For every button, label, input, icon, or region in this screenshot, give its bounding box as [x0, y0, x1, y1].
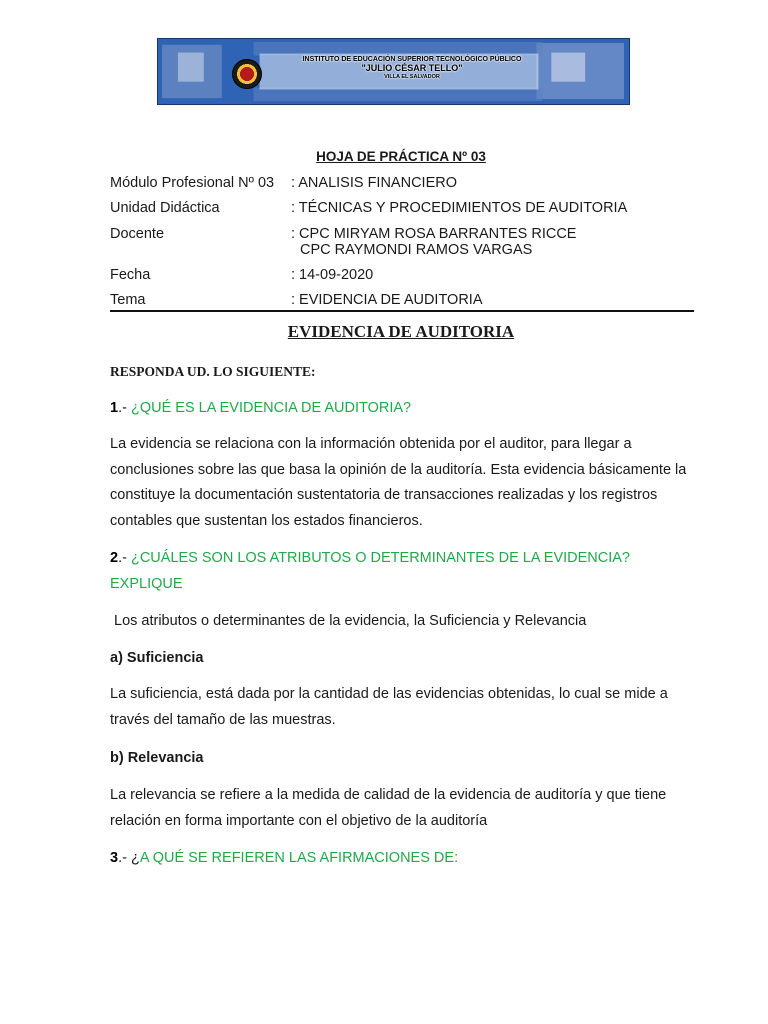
- info-label: Unidad Didáctica: [110, 200, 220, 216]
- question-separator: .-: [118, 400, 131, 416]
- question-number: 2: [110, 550, 119, 566]
- institute-seal-logo: [232, 59, 262, 89]
- main-title: EVIDENCIA DE AUDITORIA: [287, 322, 515, 341]
- question-number: 1: [110, 400, 119, 416]
- header-divider: [110, 310, 694, 312]
- info-value: : TÉCNICAS Y PROCEDIMIENTOS DE AUDITORIA: [291, 200, 628, 216]
- question-text: A QUÉ SE REFIEREN LAS AFIRMACIONES DE:: [139, 850, 459, 866]
- info-value: : EVIDENCIA DE AUDITORIA: [291, 292, 483, 308]
- banner-institute-name: INSTITUTO DE EDUCACIÓN SUPERIOR TECNOLÓGICO PÚBLICO: [302, 56, 522, 63]
- info-value: : CPC MIRYAM ROSA BARRANTES RICCE: [291, 226, 577, 242]
- info-value: : ANALISIS FINANCIERO: [291, 175, 457, 191]
- question-number: 3: [110, 850, 119, 866]
- info-label: Docente: [110, 226, 165, 242]
- question-3: [110, 845, 700, 871]
- info-label: Tema: [110, 292, 146, 308]
- subheading-suficiencia: a) Suficiencia: [110, 650, 204, 666]
- question-separator: .-: [118, 550, 131, 566]
- answer-1: La evidencia se relaciona con la información obtenida por el auditor, para llegar a conclusiones sobre las que basa la opinión de la auditoría. Esta evidencia básicamente la constituye la documentación sustentatoria de transacciones realizadas y los registros contables que sustentan los estados financieros.: [110, 436, 687, 529]
- banner-caption: [262, 56, 562, 80]
- instruction-heading: RESPONDA UD. LO SIGUIENTE:: [110, 364, 316, 379]
- info-value: : 14-09-2020: [291, 267, 374, 283]
- info-value-second: CPC RAYMONDI RAMOS VARGAS: [300, 242, 533, 258]
- subheading-relevancia: b) Relevancia: [110, 750, 204, 766]
- answer-relevancia: La relevancia se refiere a la medida de calidad de la evidencia de auditoría y que tiene relación en forma importante con el objetivo de la auditoría: [110, 787, 667, 829]
- institute-banner: [157, 38, 630, 105]
- banner-college-name: "JULIO CÉSAR TELLO": [361, 62, 463, 73]
- question-text: ¿QUÉ ES LA EVIDENCIA DE AUDITORIA?: [130, 400, 412, 416]
- answer-suficiencia: La suficiencia, está dada por la cantidad de las evidencias obtenidas, lo cual se mide a través del tamaño de las muestras.: [110, 686, 668, 728]
- info-label: Fecha: [110, 267, 151, 283]
- question-1: [110, 395, 700, 421]
- practice-sheet-title: HOJA DE PRÁCTICA Nº 03: [316, 149, 486, 164]
- question-separator: .- ¿: [118, 850, 140, 866]
- question-text: ¿CUÁLES SON LOS ATRIBUTOS O DETERMINANTES DE LA EVIDENCIA? EXPLIQUE: [110, 550, 630, 592]
- question-2: [110, 545, 700, 597]
- answer-2-intro: Los atributos o determinantes de la evidencia, la Suficiencia y Relevancia: [114, 613, 587, 629]
- info-label: Módulo Profesional Nº 03: [110, 175, 275, 191]
- banner-location: VILLA EL SALVADOR: [384, 73, 440, 80]
